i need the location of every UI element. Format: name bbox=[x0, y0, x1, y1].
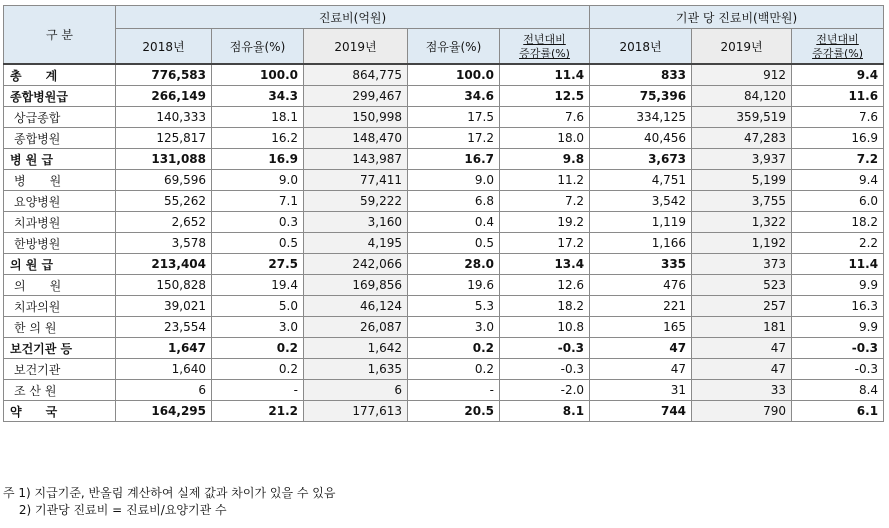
table-cell: 864,775 bbox=[304, 64, 408, 86]
table-cell: 150,998 bbox=[304, 107, 408, 128]
table-row bbox=[4, 86, 884, 107]
row-label: 의 원 급 bbox=[4, 254, 116, 275]
table-cell: 20.5 bbox=[408, 401, 500, 422]
table-cell: 148,470 bbox=[304, 128, 408, 149]
medical-cost-group-header: 진료비(억원) bbox=[116, 6, 590, 29]
table-cell: 335 bbox=[590, 254, 692, 275]
table-cell: 77,411 bbox=[304, 170, 408, 191]
table-cell: 3,755 bbox=[692, 191, 792, 212]
table-cell: 7.6 bbox=[500, 107, 590, 128]
table-cell: 359,519 bbox=[692, 107, 792, 128]
table-cell: 1,192 bbox=[692, 233, 792, 254]
column-header: 2019년 bbox=[692, 29, 792, 65]
table-cell: 17.5 bbox=[408, 107, 500, 128]
table-cell: 0.2 bbox=[212, 359, 304, 380]
table-cell: 31 bbox=[590, 380, 692, 401]
table-cell: 12.5 bbox=[500, 86, 590, 107]
table-cell: 150,828 bbox=[116, 275, 212, 296]
table-row bbox=[4, 338, 884, 359]
table-row bbox=[4, 359, 884, 380]
table-cell: 19.6 bbox=[408, 275, 500, 296]
table-cell: 18.2 bbox=[792, 212, 884, 233]
table-cell: 18.1 bbox=[212, 107, 304, 128]
table-row bbox=[4, 296, 884, 317]
table-cell: 3,937 bbox=[692, 149, 792, 170]
row-label: 치과의원 bbox=[4, 296, 116, 317]
table-cell: - bbox=[212, 380, 304, 401]
table-cell: 140,333 bbox=[116, 107, 212, 128]
row-label: 한 의 원 bbox=[4, 317, 116, 338]
table-row bbox=[4, 254, 884, 275]
category-header: 구 분 bbox=[4, 6, 116, 65]
table-cell: 5,199 bbox=[692, 170, 792, 191]
table-cell: 7.6 bbox=[792, 107, 884, 128]
table-cell: 776,583 bbox=[116, 64, 212, 86]
table-cell: 833 bbox=[590, 64, 692, 86]
table-cell: 16.9 bbox=[212, 149, 304, 170]
table-cell: 1,640 bbox=[116, 359, 212, 380]
table-cell: 523 bbox=[692, 275, 792, 296]
table-cell: 9.0 bbox=[212, 170, 304, 191]
row-label: 종합병원급 bbox=[4, 86, 116, 107]
table-cell: 7.2 bbox=[500, 191, 590, 212]
footnotes bbox=[3, 485, 336, 519]
table-cell: 169,856 bbox=[304, 275, 408, 296]
table-cell: 213,404 bbox=[116, 254, 212, 275]
table-cell: 34.3 bbox=[212, 86, 304, 107]
table-cell: 11.6 bbox=[792, 86, 884, 107]
per-institution-group-header: 기관 당 진료비(백만원) bbox=[590, 6, 884, 29]
table-cell: 6.8 bbox=[408, 191, 500, 212]
table-row bbox=[4, 191, 884, 212]
table-cell: 0.2 bbox=[408, 359, 500, 380]
table-cell: 10.8 bbox=[500, 317, 590, 338]
table-cell: 3,578 bbox=[116, 233, 212, 254]
table-cell: -2.0 bbox=[500, 380, 590, 401]
table-row bbox=[4, 212, 884, 233]
table-cell: 34.6 bbox=[408, 86, 500, 107]
medical-cost-table bbox=[3, 5, 884, 422]
row-label: 보건기관 등 bbox=[4, 338, 116, 359]
table-cell: 18.0 bbox=[500, 128, 590, 149]
table-cell: 17.2 bbox=[408, 128, 500, 149]
table-row bbox=[4, 317, 884, 338]
table-cell: 165 bbox=[590, 317, 692, 338]
table-cell: 75,396 bbox=[590, 86, 692, 107]
table-cell: 744 bbox=[590, 401, 692, 422]
table-cell: 47 bbox=[692, 359, 792, 380]
table-cell: - bbox=[408, 380, 500, 401]
table-cell: 28.0 bbox=[408, 254, 500, 275]
table-cell: 21.2 bbox=[212, 401, 304, 422]
row-label: 요양병원 bbox=[4, 191, 116, 212]
table-cell: -0.3 bbox=[792, 338, 884, 359]
table-container bbox=[3, 5, 883, 422]
table-cell: 242,066 bbox=[304, 254, 408, 275]
table-cell: 7.1 bbox=[212, 191, 304, 212]
table-cell: 59,222 bbox=[304, 191, 408, 212]
table-cell: 912 bbox=[692, 64, 792, 86]
table-cell: 17.2 bbox=[500, 233, 590, 254]
table-cell: 181 bbox=[692, 317, 792, 338]
table-cell: 4,195 bbox=[304, 233, 408, 254]
table-cell: 2.2 bbox=[792, 233, 884, 254]
table-cell: 143,987 bbox=[304, 149, 408, 170]
table-row bbox=[4, 275, 884, 296]
column-header: 2018년 bbox=[116, 29, 212, 65]
table-cell: 9.9 bbox=[792, 317, 884, 338]
table-cell: 47 bbox=[590, 359, 692, 380]
table-cell: 40,456 bbox=[590, 128, 692, 149]
table-cell: 9.0 bbox=[408, 170, 500, 191]
row-label: 약 국 bbox=[4, 401, 116, 422]
table-cell: 13.4 bbox=[500, 254, 590, 275]
table-cell: -0.3 bbox=[500, 359, 590, 380]
table-cell: 16.7 bbox=[408, 149, 500, 170]
table-cell: 131,088 bbox=[116, 149, 212, 170]
table-cell: 0.3 bbox=[212, 212, 304, 233]
table-cell: 266,149 bbox=[116, 86, 212, 107]
table-row bbox=[4, 233, 884, 254]
row-label: 병 원 bbox=[4, 170, 116, 191]
table-row bbox=[4, 380, 884, 401]
table-cell: 11.2 bbox=[500, 170, 590, 191]
table-cell: 1,635 bbox=[304, 359, 408, 380]
table-cell: 33 bbox=[692, 380, 792, 401]
table-cell: 164,295 bbox=[116, 401, 212, 422]
table-cell: 9.8 bbox=[500, 149, 590, 170]
table-cell: 1,322 bbox=[692, 212, 792, 233]
table-cell: -0.3 bbox=[792, 359, 884, 380]
table-cell: 177,613 bbox=[304, 401, 408, 422]
table-cell: 6 bbox=[304, 380, 408, 401]
table-cell: 8.1 bbox=[500, 401, 590, 422]
table-cell: 55,262 bbox=[116, 191, 212, 212]
table-cell: -0.3 bbox=[500, 338, 590, 359]
table-row bbox=[4, 128, 884, 149]
table-cell: 0.4 bbox=[408, 212, 500, 233]
table-cell: 0.2 bbox=[408, 338, 500, 359]
table-cell: 125,817 bbox=[116, 128, 212, 149]
footnote-2: 2) 기관당 진료비 = 진료비/요양기관 수 bbox=[3, 503, 227, 517]
table-cell: 23,554 bbox=[116, 317, 212, 338]
table-cell: 16.9 bbox=[792, 128, 884, 149]
table-cell: 3,160 bbox=[304, 212, 408, 233]
column-header: 점유율(%) bbox=[212, 29, 304, 65]
table-cell: 3,542 bbox=[590, 191, 692, 212]
row-label: 치과병원 bbox=[4, 212, 116, 233]
table-cell: 47,283 bbox=[692, 128, 792, 149]
table-cell: 373 bbox=[692, 254, 792, 275]
table-cell: 257 bbox=[692, 296, 792, 317]
table-cell: 16.3 bbox=[792, 296, 884, 317]
table-cell: 7.2 bbox=[792, 149, 884, 170]
table-cell: 26,087 bbox=[304, 317, 408, 338]
footnote-1: 주 1) 지급기준, 반올림 계산하여 실제 값과 차이가 있을 수 있음 bbox=[3, 486, 336, 500]
table-cell: 1,647 bbox=[116, 338, 212, 359]
column-header: 점유율(%) bbox=[408, 29, 500, 65]
row-label: 종합병원 bbox=[4, 128, 116, 149]
table-cell: 100.0 bbox=[212, 64, 304, 86]
table-cell: 5.3 bbox=[408, 296, 500, 317]
column-header: 2018년 bbox=[590, 29, 692, 65]
table-cell: 18.2 bbox=[500, 296, 590, 317]
row-label: 보건기관 bbox=[4, 359, 116, 380]
table-cell: 9.4 bbox=[792, 170, 884, 191]
column-header: 전년대비 증감률(%) bbox=[500, 29, 590, 65]
table-row bbox=[4, 170, 884, 191]
table-cell: 0.5 bbox=[408, 233, 500, 254]
row-label: 의 원 bbox=[4, 275, 116, 296]
row-label: 조 산 원 bbox=[4, 380, 116, 401]
table-cell: 19.2 bbox=[500, 212, 590, 233]
row-label: 병 원 급 bbox=[4, 149, 116, 170]
table-cell: 6 bbox=[116, 380, 212, 401]
table-cell: 47 bbox=[692, 338, 792, 359]
table-cell: 1,119 bbox=[590, 212, 692, 233]
table-cell: 0.5 bbox=[212, 233, 304, 254]
row-label: 상급종합 bbox=[4, 107, 116, 128]
column-header: 2019년 bbox=[304, 29, 408, 65]
table-cell: 9.9 bbox=[792, 275, 884, 296]
table-cell: 3,673 bbox=[590, 149, 692, 170]
table-cell: 16.2 bbox=[212, 128, 304, 149]
table-cell: 3.0 bbox=[212, 317, 304, 338]
column-header: 전년대비 증감률(%) bbox=[792, 29, 884, 65]
table-cell: 6.1 bbox=[792, 401, 884, 422]
table-cell: 47 bbox=[590, 338, 692, 359]
table-cell: 1,166 bbox=[590, 233, 692, 254]
table-cell: 6.0 bbox=[792, 191, 884, 212]
table-row bbox=[4, 64, 884, 86]
table-cell: 8.4 bbox=[792, 380, 884, 401]
table-cell: 334,125 bbox=[590, 107, 692, 128]
table-cell: 46,124 bbox=[304, 296, 408, 317]
row-label: 한방병원 bbox=[4, 233, 116, 254]
table-cell: 476 bbox=[590, 275, 692, 296]
table-cell: 84,120 bbox=[692, 86, 792, 107]
table-cell: 11.4 bbox=[792, 254, 884, 275]
table-cell: 4,751 bbox=[590, 170, 692, 191]
table-cell: 39,021 bbox=[116, 296, 212, 317]
table-cell: 11.4 bbox=[500, 64, 590, 86]
table-cell: 19.4 bbox=[212, 275, 304, 296]
table-row bbox=[4, 149, 884, 170]
table-cell: 1,642 bbox=[304, 338, 408, 359]
table-cell: 221 bbox=[590, 296, 692, 317]
table-cell: 100.0 bbox=[408, 64, 500, 86]
table-cell: 0.2 bbox=[212, 338, 304, 359]
table-cell: 790 bbox=[692, 401, 792, 422]
table-cell: 69,596 bbox=[116, 170, 212, 191]
table-cell: 2,652 bbox=[116, 212, 212, 233]
row-label: 총 계 bbox=[4, 64, 116, 86]
table-row bbox=[4, 401, 884, 422]
table-cell: 12.6 bbox=[500, 275, 590, 296]
table-cell: 27.5 bbox=[212, 254, 304, 275]
table-cell: 299,467 bbox=[304, 86, 408, 107]
table-cell: 9.4 bbox=[792, 64, 884, 86]
table-cell: 5.0 bbox=[212, 296, 304, 317]
table-row bbox=[4, 107, 884, 128]
table-cell: 3.0 bbox=[408, 317, 500, 338]
